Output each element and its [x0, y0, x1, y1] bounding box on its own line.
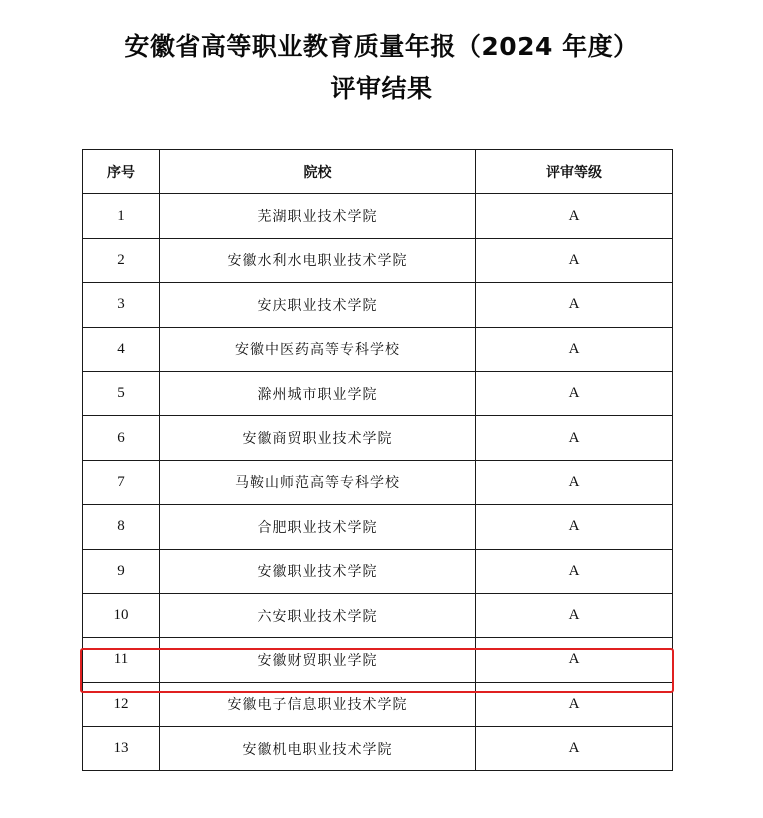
row-school: 安徽电子信息职业技术学院: [160, 682, 476, 726]
document-title: 安徽省高等职业教育质量年报（2024 年度）: [124, 32, 639, 61]
row-school: 安徽财贸职业学院: [160, 638, 476, 682]
header-grade: 评审等级: [476, 150, 673, 194]
row-index: 3: [83, 283, 160, 327]
header-index: 序号: [83, 150, 160, 194]
row-grade: A: [476, 283, 673, 327]
row-index: 5: [83, 371, 160, 415]
row-school: 芜湖职业技术学院: [160, 194, 476, 238]
row-school: 合肥职业技术学院: [160, 505, 476, 549]
table-row: [83, 238, 673, 282]
table-row: [83, 727, 673, 771]
table-row: [83, 283, 673, 327]
table-row: [83, 549, 673, 593]
row-school: 滁州城市职业学院: [160, 371, 476, 415]
table-row: [83, 327, 673, 371]
document-subtitle: 评审结果: [330, 74, 433, 103]
row-index: 8: [83, 505, 160, 549]
table-row: [83, 460, 673, 504]
row-index: 7: [83, 460, 160, 504]
table-row: [83, 593, 673, 637]
table-row-highlighted: [83, 638, 673, 682]
table-row: [83, 194, 673, 238]
document-header: [0, 26, 763, 110]
row-school: 六安职业技术学院: [160, 593, 476, 637]
row-index: 6: [83, 416, 160, 460]
table-row: [83, 371, 673, 415]
row-index: 13: [83, 727, 160, 771]
row-index: 2: [83, 238, 160, 282]
row-school: 马鞍山师范高等专科学校: [160, 460, 476, 504]
row-grade: A: [476, 638, 673, 682]
table-row: [83, 505, 673, 549]
row-grade: A: [476, 460, 673, 504]
results-table: [82, 149, 673, 771]
row-grade: A: [476, 327, 673, 371]
row-index: 9: [83, 549, 160, 593]
row-school: 安徽机电职业技术学院: [160, 727, 476, 771]
row-school: 安徽商贸职业技术学院: [160, 416, 476, 460]
header-school: 院校: [160, 150, 476, 194]
row-school: 安庆职业技术学院: [160, 283, 476, 327]
table-row: [83, 682, 673, 726]
row-grade: A: [476, 194, 673, 238]
row-index: 10: [83, 593, 160, 637]
row-grade: A: [476, 505, 673, 549]
row-grade: A: [476, 416, 673, 460]
row-index: 11: [83, 638, 160, 682]
row-grade: A: [476, 682, 673, 726]
row-grade: A: [476, 371, 673, 415]
row-school: 安徽水利水电职业技术学院: [160, 238, 476, 282]
row-index: 12: [83, 682, 160, 726]
row-grade: A: [476, 593, 673, 637]
row-grade: A: [476, 238, 673, 282]
row-school: 安徽职业技术学院: [160, 549, 476, 593]
row-grade: A: [476, 549, 673, 593]
table-row: [83, 416, 673, 460]
table-header-row: [83, 150, 673, 194]
row-index: 1: [83, 194, 160, 238]
row-index: 4: [83, 327, 160, 371]
row-grade: A: [476, 727, 673, 771]
row-school: 安徽中医药高等专科学校: [160, 327, 476, 371]
